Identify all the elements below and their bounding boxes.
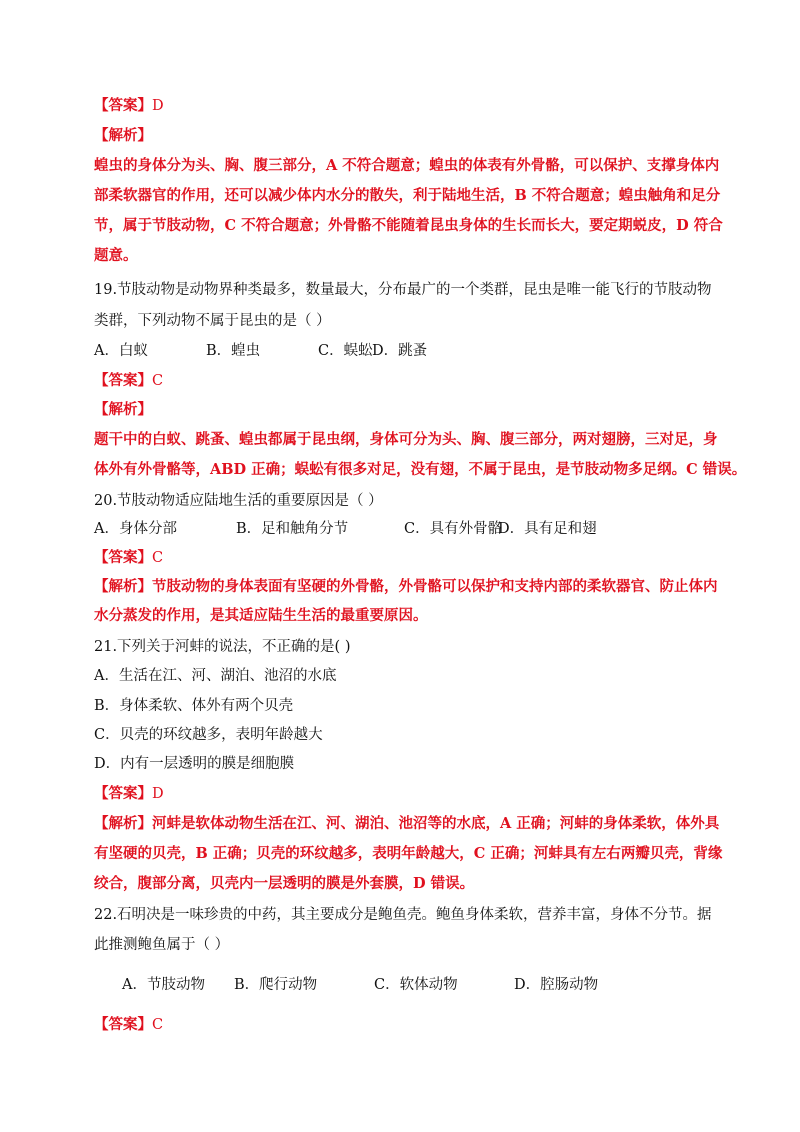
answer-value: D bbox=[152, 786, 164, 802]
analysis-text: 蝗虫的身体分为头、胸、腹三部分，A 不符合题意；蝗虫的体表有外骨骼，可以保护、支撑身体内 bbox=[94, 157, 720, 174]
analysis-text: 水分蒸发的作用，是其适应陆生生活的最重要原因。 bbox=[94, 607, 428, 624]
option-b: B．身体柔软、体外有两个贝壳 bbox=[94, 698, 294, 714]
option-a: A．节肢动物 bbox=[122, 977, 205, 993]
option-d: D．内有一层透明的膜是细胞膜 bbox=[94, 756, 295, 772]
option-a: A．白蚁 bbox=[94, 343, 148, 359]
option-b: B．蝗虫 bbox=[206, 343, 261, 359]
analysis-label: 【解析】 bbox=[94, 127, 152, 144]
analysis-text: 有坚硬的贝壳，B 正确；贝壳的环纹越多，表明年龄越大，C 正确；河蚌具有左右两瓣贝壳，背缘 bbox=[94, 845, 723, 862]
answer-label: 【答案】 bbox=[94, 785, 152, 802]
answer-value: C bbox=[152, 1017, 164, 1033]
answer-line bbox=[94, 548, 163, 568]
question-text: 19.节肢动物是动物界种类最多，数量最大，分布最广的一个类群，昆虫是唯一能飞行的节肢动物 bbox=[94, 282, 712, 298]
analysis-label: 【解析】 bbox=[94, 815, 152, 832]
question-text: 类群，下列动物不属于昆虫的是（ ） bbox=[94, 313, 331, 329]
answer-value: C bbox=[152, 373, 164, 389]
analysis-line bbox=[94, 577, 718, 597]
answer-label: 【答案】 bbox=[94, 97, 152, 114]
option-d: D．跳蚤 bbox=[372, 343, 428, 359]
analysis-label: 【解析】 bbox=[94, 401, 152, 418]
analysis-text: 节，属于节肢动物，C 不符合题意；外骨骼不能随着昆虫身体的生长而长大，要定期蜕皮，D 符合 bbox=[94, 217, 723, 234]
analysis-text: 节肢动物的身体表面有坚硬的外骨骼，外骨骼可以保护和支持内部的柔软器官、防止体内 bbox=[152, 578, 718, 595]
answer-value: C bbox=[152, 550, 164, 566]
answer-label: 【答案】 bbox=[94, 1016, 152, 1033]
question-text: 此推测鲍鱼属于（ ） bbox=[94, 937, 230, 953]
answer-label: 【答案】 bbox=[94, 372, 152, 389]
analysis-text: 河蚌是软体动物生活在江、河、湖泊、池沼等的水底，A 正确；河蚌的身体柔软，体外具 bbox=[152, 815, 720, 832]
option-d: D．具有足和翅 bbox=[498, 521, 597, 537]
option-b: B．足和触角分节 bbox=[236, 521, 349, 537]
option-c: C．软体动物 bbox=[374, 977, 458, 993]
analysis-text: 题意。 bbox=[94, 247, 138, 264]
analysis-text: 绞合，腹部分离，贝壳内一层透明的膜是外套膜，D 错误。 bbox=[94, 875, 475, 892]
answer-line bbox=[94, 96, 164, 116]
answer-value: D bbox=[152, 98, 164, 114]
analysis-label: 【解析】 bbox=[94, 578, 152, 595]
option-c: C．具有外骨骼 bbox=[404, 521, 503, 537]
answer-line bbox=[94, 1015, 163, 1035]
option-c: C．蜈蚣 bbox=[318, 343, 373, 359]
option-a: A．生活在江、河、湖泊、池沼的水底 bbox=[94, 668, 337, 684]
answer-line bbox=[94, 784, 164, 804]
option-a: A．身体分部 bbox=[94, 521, 177, 537]
answer-line bbox=[94, 371, 163, 391]
analysis-text: 部柔软器官的作用，还可以减少体内水分的散失，利于陆地生活，B 不符合题意；蝗虫触角和足分 bbox=[94, 187, 721, 204]
answer-label: 【答案】 bbox=[94, 549, 152, 566]
question-text: 20.节肢动物适应陆地生活的重要原因是（ ） bbox=[94, 493, 383, 509]
option-b: B．爬行动物 bbox=[234, 977, 318, 993]
question-text: 21.下列关于河蚌的说法，不正确的是( ) bbox=[94, 639, 351, 655]
option-c: C．贝壳的环纹越多，表明年龄越大 bbox=[94, 727, 323, 743]
option-d: D．腔肠动物 bbox=[514, 977, 599, 993]
analysis-text: 体外有外骨骼等，ABD 正确；蜈蚣有很多对足，没有翅，不属于昆虫，是节肢动物多足纲。C 错误。 bbox=[94, 461, 747, 478]
analysis-line bbox=[94, 814, 719, 834]
analysis-text: 题干中的白蚁、跳蚤、蝗虫都属于昆虫纲，身体可分为头、胸、腹三部分，两对翅膀，三对足，身 bbox=[94, 431, 718, 448]
question-text: 22.石明决是一味珍贵的中药，其主要成分是鲍鱼壳。鲍鱼身体柔软，营养丰富，身体不分节。据 bbox=[94, 907, 712, 923]
